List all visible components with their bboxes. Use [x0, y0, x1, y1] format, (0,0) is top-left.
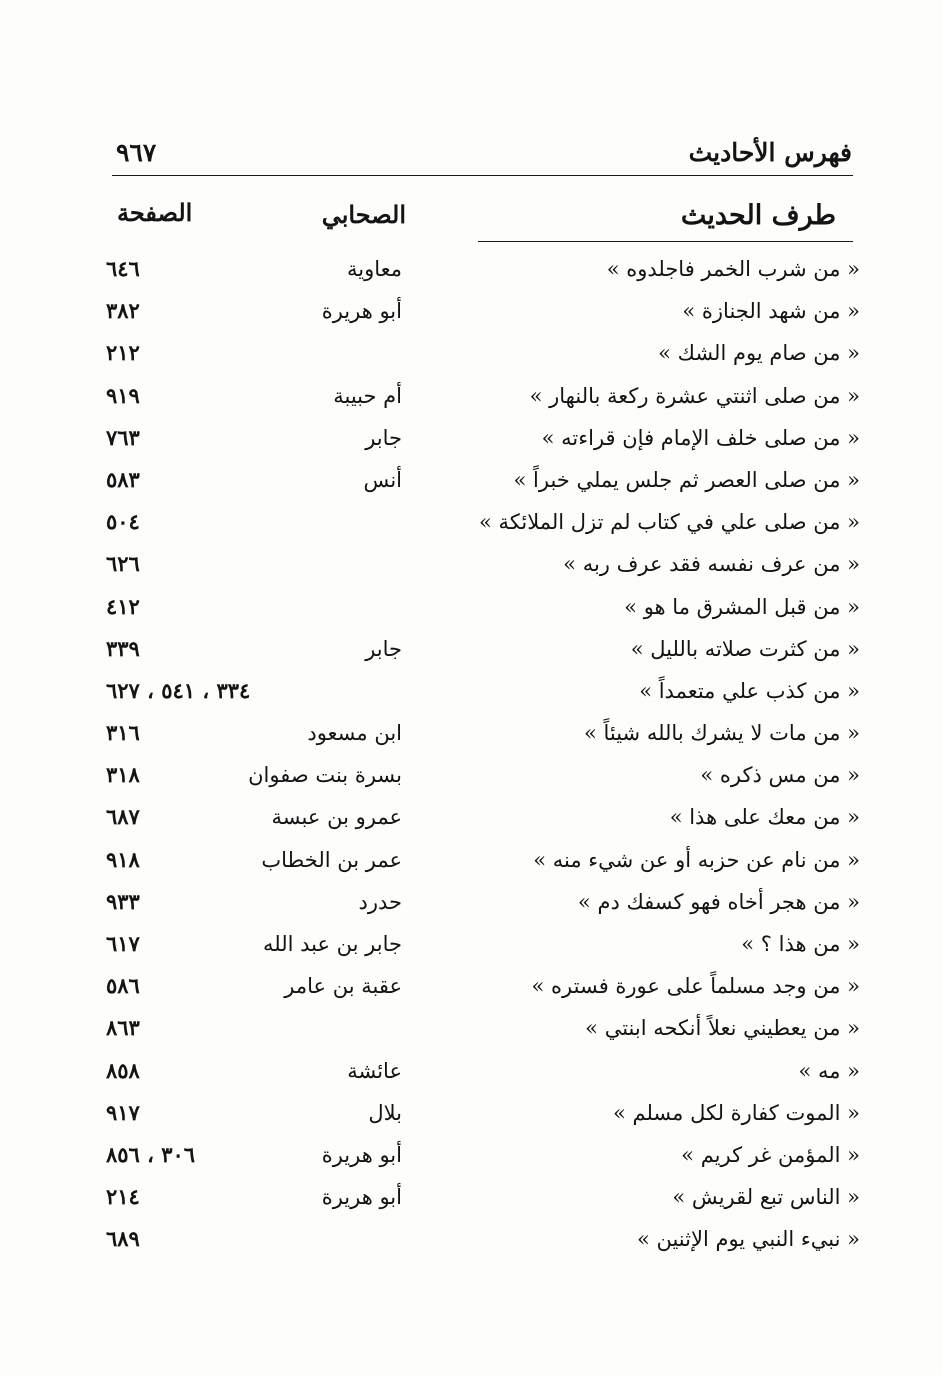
page-reference: ٢١٢: [106, 340, 140, 366]
hadith-text: « من يعطيني نعلاً أنكحه ابنتي »: [585, 1016, 860, 1041]
page-reference: ٥٨٣: [106, 466, 140, 492]
sahabi-name: عقبة بن عامر: [284, 974, 402, 999]
sahabi-name: جابر بن عبد الله: [262, 932, 402, 956]
hadith-text: « من وجد مسلماً على عورة فستره »: [531, 974, 860, 999]
hadith-text: « من قبل المشرق ما هو »: [624, 594, 860, 619]
sahabi-name: أبو هريرة: [321, 1142, 402, 1167]
hadith-text: « من شرب الخمر فاجلدوه »: [606, 257, 860, 281]
index-row: [100, 755, 860, 797]
page-reference: ٣٨٢: [106, 298, 140, 324]
sahabi-name: ابن مسعود: [307, 721, 402, 746]
sahabi-name: أبو هريرة: [321, 299, 402, 324]
hadith-text: « من شهد الجنازة »: [682, 299, 860, 324]
index-row: [100, 460, 860, 502]
column-header-page: الصفحة: [117, 198, 193, 227]
sahabi-name: أم حبيبة: [333, 383, 402, 408]
sahabi-name: أنس: [363, 467, 402, 492]
hadith-text: « من صلى علي في كتاب لم تزل الملائكة »: [479, 510, 860, 535]
index-row: [100, 797, 860, 839]
page-reference: ٩٣٣: [106, 888, 140, 914]
page-reference: ٣٣٤ ، ٥٤١ ، ٦٢٧: [106, 677, 251, 703]
sahabi-name: جابر: [365, 636, 402, 661]
index-row: [100, 882, 860, 924]
hadith-text: « مه »: [798, 1058, 860, 1083]
index-row: [100, 629, 860, 671]
hadith-text: « من عرف نفسه فقد عرف ربه »: [563, 552, 860, 577]
hadith-index-table: [100, 249, 860, 1262]
page-reference: ٣١٦: [106, 720, 140, 746]
page-reference: ٣١٨: [106, 762, 140, 788]
page-number: ٩٦٧: [116, 138, 157, 167]
sahabi-name: بلال: [368, 1100, 402, 1125]
index-row: [100, 1135, 860, 1177]
page-reference: ٥٨٦: [106, 973, 140, 999]
hadith-text: « نبيء النبي يوم الإثنين »: [636, 1227, 860, 1252]
index-row: [100, 924, 860, 966]
hadith-text: « الموت كفارة لكل مسلم »: [612, 1100, 860, 1125]
page-reference: ٦٨٧: [106, 804, 140, 830]
index-row: [100, 1177, 860, 1219]
page-reference: ٨٦٣: [106, 1015, 140, 1041]
index-row: [100, 671, 860, 713]
index-row: [100, 291, 860, 333]
hadith-text: « من نام عن حزبه أو عن شيء منه »: [533, 847, 860, 872]
page-reference: ٥٠٤: [106, 509, 140, 535]
index-row: [100, 1219, 860, 1261]
hadith-text: « من صلى العصر ثم جلس يملي خبراً »: [513, 467, 860, 492]
hadith-text: « من صام يوم الشك »: [658, 341, 860, 366]
page-reference: ٨٥٨: [106, 1057, 140, 1083]
page-reference: ٦٢٦: [106, 551, 140, 577]
index-row: [100, 587, 860, 629]
index-row: [100, 502, 860, 544]
hadith-text: « من صلى خلف الإمام فإن قراءته »: [541, 425, 860, 450]
hadith-text: « من معك على هذا »: [669, 805, 860, 830]
page-reference: ٢١٤: [106, 1184, 140, 1210]
index-row: [100, 966, 860, 1008]
index-row: [100, 840, 860, 882]
index-row: [100, 1051, 860, 1093]
column-header-sahabi: الصحابي: [321, 200, 406, 229]
sahabi-name: عائشة: [347, 1058, 402, 1083]
page-reference: ٩١٧: [106, 1099, 140, 1125]
hadith-text: « من كثرت صلاته بالليل »: [630, 636, 860, 661]
column-header-rule: [478, 241, 853, 242]
hadith-text: « من مس ذكره »: [700, 763, 860, 788]
page-reference: ٩١٨: [106, 846, 140, 872]
page-reference: ٣٣٩: [106, 635, 140, 661]
page-reference: ٦٤٦: [106, 256, 140, 281]
page-reference: ٤١٢: [106, 593, 140, 619]
hadith-text: « من صلى اثنتي عشرة ركعة بالنهار »: [529, 383, 860, 408]
page-reference: ٣٠٦ ، ٨٥٦: [106, 1141, 196, 1167]
index-row: [100, 333, 860, 375]
sahabi-name: معاوية: [346, 257, 402, 281]
hadith-text: « من مات لا يشرك بالله شيئاً »: [583, 721, 860, 746]
sahabi-name: حدرد: [358, 889, 402, 914]
hadith-text: « المؤمن غر كريم »: [681, 1142, 860, 1167]
index-row: [100, 713, 860, 755]
index-row: [100, 249, 860, 291]
page-reference: ٦٨٩: [106, 1226, 140, 1252]
hadith-text: « الناس تبع لقريش »: [672, 1185, 860, 1210]
page-reference: ٦١٧: [106, 931, 140, 956]
page-reference: ٩١٩: [106, 382, 140, 408]
column-header-hadith: طرف الحديث: [680, 200, 836, 231]
index-row: [100, 1008, 860, 1050]
hadith-text: « من هذا ؟ »: [741, 932, 860, 956]
header-rule: [112, 175, 853, 176]
running-header: [112, 138, 852, 178]
running-title: فهرس الأحاديث: [688, 138, 852, 167]
sahabi-name: عمرو بن عبسة: [271, 805, 402, 830]
index-row: [100, 544, 860, 586]
sahabi-name: جابر: [365, 425, 402, 450]
hadith-text: « من كذب علي متعمداً »: [639, 678, 860, 703]
index-row: [100, 1093, 860, 1135]
hadith-text: « من هجر أخاه فهو كسفك دم »: [577, 889, 860, 914]
index-row: [100, 376, 860, 418]
sahabi-name: أبو هريرة: [321, 1185, 402, 1210]
index-row: [100, 418, 860, 460]
sahabi-name: بسرة بنت صفوان: [248, 763, 402, 788]
page-reference: ٧٦٣: [106, 424, 140, 450]
sahabi-name: عمر بن الخطاب: [261, 847, 402, 872]
